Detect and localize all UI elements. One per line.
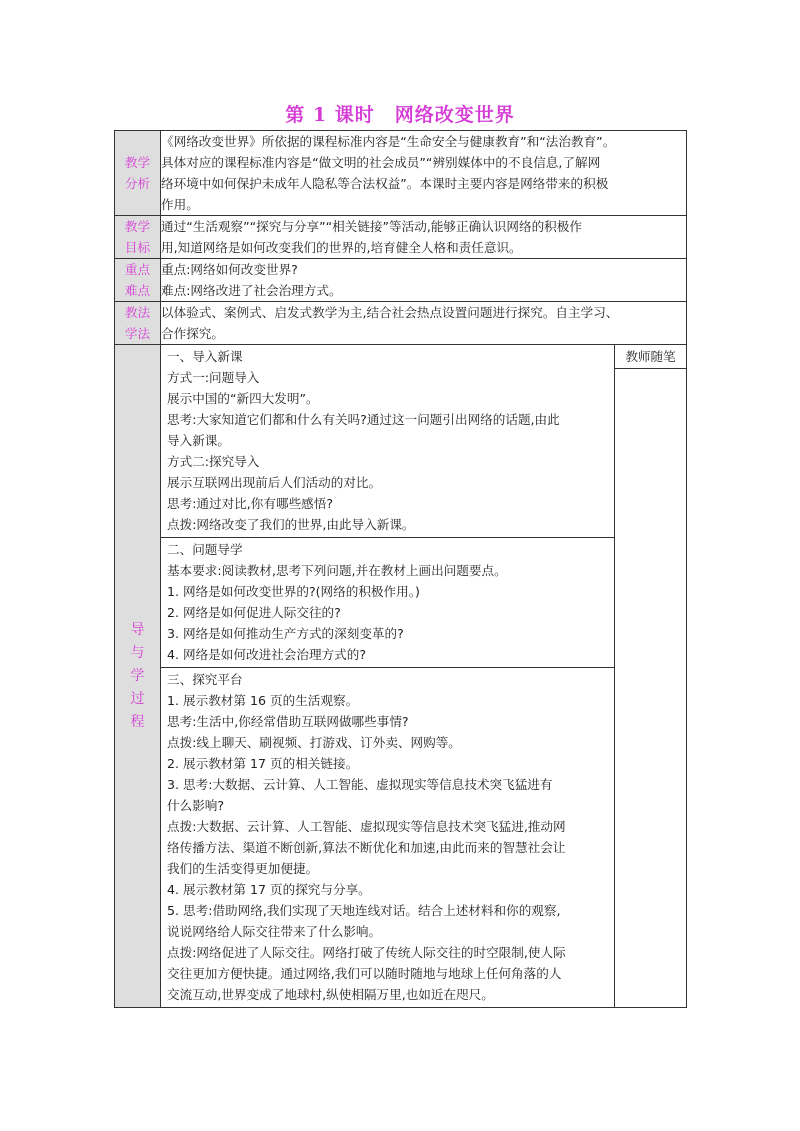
keypoints-label [115, 259, 161, 302]
text-line: 2. 网络是如何促进人际交往的? [167, 605, 341, 620]
text-line: 导入新课。 [167, 433, 230, 448]
process-content [161, 345, 615, 1008]
keypoints-label-line: 重点 [124, 262, 151, 277]
text-line: 三、探究平台 [167, 672, 243, 687]
teacher-notes-column [615, 345, 687, 1008]
text-line: 一、导入新课 [167, 349, 243, 364]
text-line: 以体验式、案例式、启发式教学为主,结合社会热点设置问题进行探究。自主学习、 [161, 305, 619, 320]
process-label-char: 学 [130, 667, 145, 684]
text-line: 展示中国的“新四大发明”。 [167, 391, 319, 406]
text-line: 作用。 [161, 197, 199, 212]
process-label [115, 345, 161, 1008]
page-title: 第 1 课时 网络改变世界 [285, 104, 515, 126]
text-line: 我们的生活变得更加便捷。 [167, 861, 319, 876]
text-line: 重点:网络如何改变世界? [161, 262, 298, 277]
text-line: 说说网络给人际交往带来了什么影响。 [167, 924, 382, 939]
analysis-label-line: 分析 [124, 176, 151, 191]
keypoints-label-line: 难点 [124, 283, 151, 298]
text-line: 1. 展示教材第 16 页的生活观察。 [167, 693, 359, 708]
methods-label-line: 教法 [124, 305, 151, 320]
process-label-char: 过 [130, 690, 145, 707]
methods-content [161, 302, 687, 345]
text-line: 交往更加方便快捷。通过网络,我们可以随时随地与地球上任何角落的人 [167, 966, 562, 981]
methods-row [115, 302, 687, 345]
keypoints-content [161, 259, 687, 302]
text-line: 具体对应的课程标准内容是“做文明的社会成员”“辨别媒体中的不良信息,了解网 [161, 155, 601, 170]
text-line: 点拨:网络促进了人际交往。网络打破了传统人际交往的时空限制,使人际 [167, 945, 566, 960]
text-line: 难点:网络改进了社会治理方式。 [161, 283, 342, 298]
goals-row [115, 216, 687, 259]
text-line: 络传播方法、渠道不断创新,算法不断优化和加速,由此而来的智慧社会让 [167, 840, 566, 855]
text-line: 5. 思考:借助网络,我们实现了天地连线对话。结合上述材料和你的观察, [167, 903, 561, 918]
text-line: 思考:生活中,你经常借助互联网做哪些事情? [167, 714, 409, 729]
process-label-char: 程 [130, 713, 145, 730]
text-line: 《网络改变世界》所依据的课程标准内容是“生命安全与健康教育”和“法治教育”。 [161, 134, 616, 149]
teacher-notes-header: 教师随笔 [615, 345, 686, 369]
text-line: 2. 展示教材第 17 页的相关链接。 [167, 756, 359, 771]
text-line: 点拨:线上聊天、刷视频、打游戏、订外卖、网购等。 [167, 735, 461, 750]
goals-label-line: 目标 [124, 240, 151, 255]
exploration-section [161, 668, 614, 1007]
goals-label-line: 教学 [124, 219, 151, 234]
text-line: 二、问题导学 [167, 542, 243, 557]
text-line: 展示互联网出现前后人们活动的对比。 [167, 475, 382, 490]
analysis-content [161, 131, 687, 216]
text-line: 方式二:探究导入 [167, 454, 260, 469]
text-line: 基本要求:阅读教材,思考下列问题,并在教材上画出问题要点。 [167, 563, 507, 578]
text-line: 通过“生活观察”“探究与分享”“相关链接”等活动,能够正确认识网络的积极作 [161, 219, 582, 234]
text-line: 什么影响? [167, 798, 225, 813]
intro-section [161, 345, 614, 538]
goals-content [161, 216, 687, 259]
text-line: 3. 思考:大数据、云计算、人工智能、虚拟现实等信息技术突飞猛进有 [167, 777, 553, 792]
guided-questions-section [161, 538, 614, 668]
text-line: 3. 网络是如何推动生产方式的深刻变革的? [167, 626, 404, 641]
text-line: 点拨:网络改变了我们的世界,由此导入新课。 [167, 517, 415, 532]
text-line: 络环境中如何保护未成年人隐私等合法权益”。本课时主要内容是网络带来的积极 [161, 176, 609, 191]
text-line: 合作探究。 [161, 326, 224, 341]
text-line: 点拨:大数据、云计算、人工智能、虚拟现实等信息技术突飞猛进,推动网 [167, 819, 566, 834]
text-line: 方式一:问题导入 [167, 370, 260, 385]
analysis-label-line: 教学 [124, 155, 151, 170]
text-line: 4. 展示教材第 17 页的探究与分享。 [167, 882, 371, 897]
methods-label [115, 302, 161, 345]
text-line: 思考:通过对比,你有哪些感悟? [167, 496, 334, 511]
keypoints-row [115, 259, 687, 302]
process-label-char: 导 [130, 621, 145, 638]
methods-label-line: 学法 [124, 326, 151, 341]
text-line: 交流互动,世界变成了地球村,纵使相隔万里,也如近在咫尺。 [167, 987, 494, 1002]
goals-label [115, 216, 161, 259]
analysis-row [115, 131, 687, 216]
lesson-plan-table [114, 130, 687, 1008]
text-line: 1. 网络是如何改变世界的?(网络的积极作用。) [167, 584, 420, 599]
text-line: 4. 网络是如何改进社会治理方式的? [167, 647, 367, 662]
analysis-label [115, 131, 161, 216]
text-line: 思考:大家知道它们都和什么有关吗?通过这一问题引出网络的话题,由此 [167, 412, 560, 427]
text-line: 用,知道网络是如何改变我们的世界的,培育健全人格和责任意识。 [161, 240, 522, 255]
process-label-char: 与 [130, 644, 145, 661]
process-row [115, 345, 687, 1008]
